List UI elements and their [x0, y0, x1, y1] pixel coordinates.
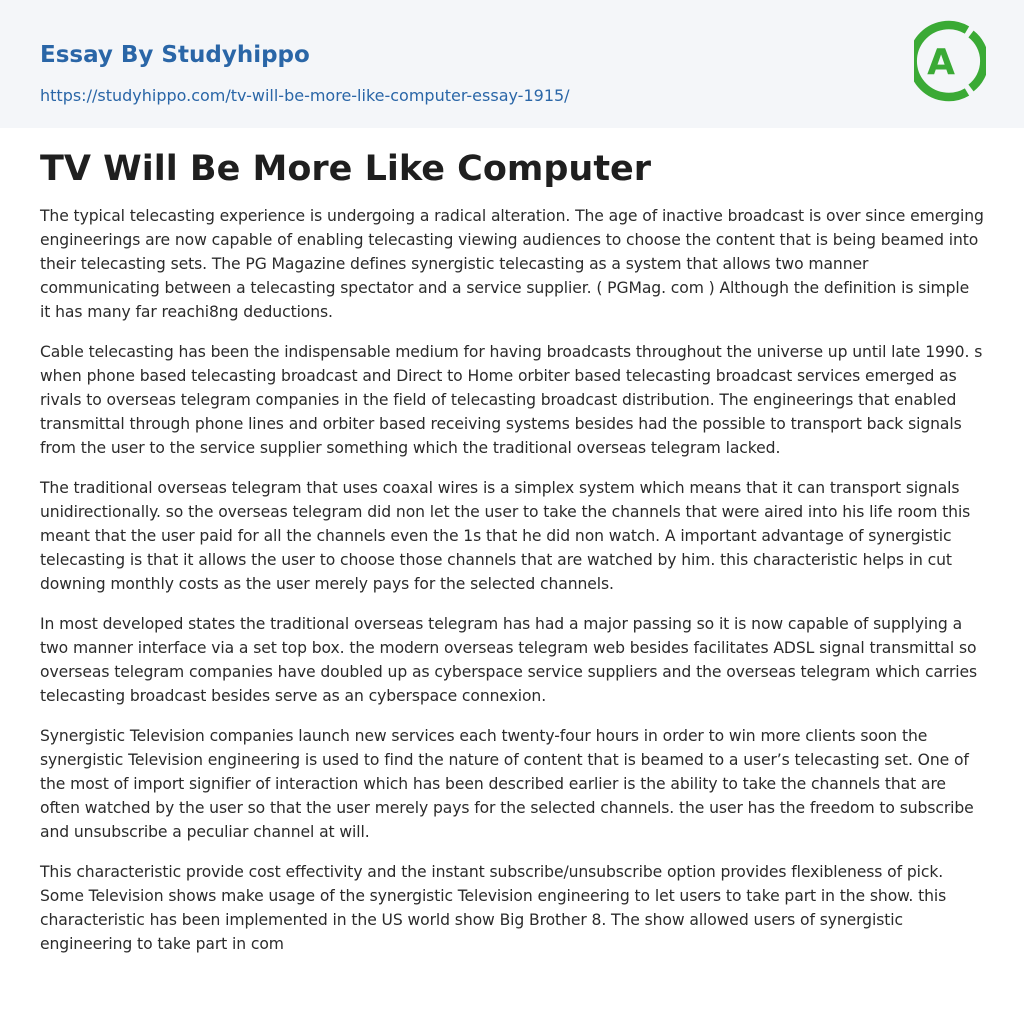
article-paragraph-3: The traditional overseas telegram that uses coaxal wires is a simplex system which means that it can transport signals unidirectionally. so the overseas telegram did non let the user to take the channels that were aired into his life room this meant that the user paid for all the channels even the 1s that he did non watch. A important advantage of synergistic telecasting is that it allows the user to choose those channels that are watched by him. this characteristic helps in cut downing monthly costs as the user merely pays for the selected channels.	[40, 479, 971, 593]
article-paragraph-4: In most developed states the traditional overseas telegram has had a major passing so it is now capable of supplying a two manner interface via a set top box. the modern overseas telegram web besides facilitates ADSL signal transmittal so overseas telegram companies have doubled up as cyberspace service suppliers and the overseas telegram which carries telecasting broadcast besides serve as an cyberspace connexion.	[40, 615, 978, 705]
article-paragraph-1: The typical telecasting experience is undergoing a radical alteration. The age of inactive broadcast is over since emerging engineerings are now capable of enabling telecasting viewing audiences to choose the content that is being beamed into their telecasting sets. The PG Magazine defines synergistic telecasting as a system that allows two manner communicating between a telecasting spectator and a service supplier. ( PGMag. com ) Although the definition is simple it has many far reachi8ng deductions.	[40, 207, 984, 321]
essay-url-link[interactable]: https://studyhippo.com/tv-will-be-more-like-computer-essay-1915/	[40, 86, 570, 105]
site-brand[interactable]: Essay By Studyhippo	[40, 42, 310, 68]
article-paragraph-6: This characteristic provide cost effectivity and the instant subscribe/unsubscribe option provides flexibleness of pick. Some Television shows make usage of the synergistic Television engineering to let users to take part in the show. this characteristic has been implemented in the US world show Big Brother 8. The show allowed users of synergistic engineering to take part in com	[40, 863, 947, 953]
article-paragraph-2: Cable telecasting has been the indispensable medium for having broadcasts throughout the universe up until late 1990. s when phone based telecasting broadcast and Direct to Home orbiter based telecasting broadcast services emerged as rivals to overseas telegram companies in the field of telecasting broadcast distribution. The engineerings that enabled transmittal through phone lines and orbiter based receiving systems besides had the possible to transport back signals from the user to the service supplier something which the traditional overseas telegram lacked.	[40, 343, 983, 457]
logo-letter: A	[927, 42, 955, 83]
article-title: TV Will Be More Like Computer	[40, 149, 652, 189]
studyhippo-logo-icon[interactable]	[914, 18, 986, 104]
site-header	[0, 0, 1024, 128]
article	[0, 128, 1024, 956]
article-paragraph-5: Synergistic Television companies launch new services each twenty-four hours in order to win more clients soon the synergistic Television engineering is used to find the nature of content that is beamed to a user’s telecasting set. One of the most of import signifier of interaction which has been described earlier is the ability to take the channels that are often watched by the user so that the user merely pays for the selected channels. the user has the freedom to subscribe and unsubscribe a peculiar channel at will.	[40, 727, 974, 841]
